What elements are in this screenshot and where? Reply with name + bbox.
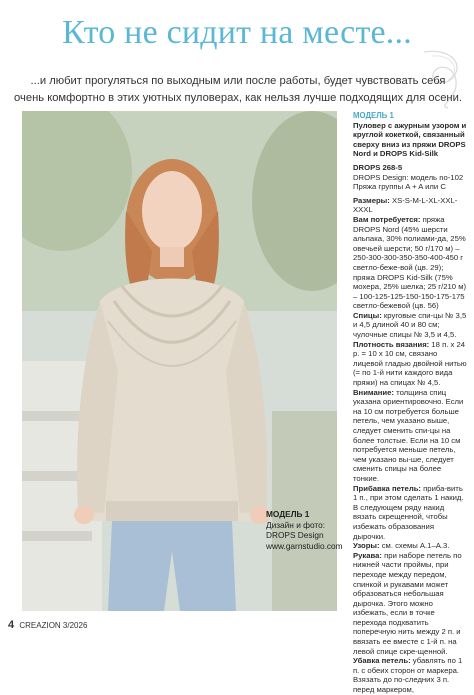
intro-line-2: очень комфортно в этих уютных пуловерах, как нельзя лучше подходящих для осени. <box>14 92 462 104</box>
pattern-sleeves: Рукава: при наборе петель по нижней части проймы, при переходе между передом, спинкой и рукавами может образоваться небольшая дырочка. Этого можно избежать, если в точке перехода подхватить поперечную нить между 2 п. и ввязать ее вместе с 1-й п. на левой спице скре-щенной. <box>353 550 462 656</box>
pattern-headline: Пуловер с ажурным узором и круглой кокеткой, связанный сверху вниз из пряжи DROPS Nord и DROPS Kid-Silk <box>353 120 467 159</box>
pattern-needles: Спицы: круговые спи-цы № 3,5 и 4,5 длиной 40 и 80 см; чулочные спицы № 3,5 и 4,5. <box>353 310 467 340</box>
page-title: Кто не сидит на месте... <box>62 14 412 51</box>
pattern-sizes: Размеры: XS-S-M-L-XL-XXL-XXXL <box>353 195 458 215</box>
intro-line-1: ...и любит прогуляться по выходным или после работы, будет чувствовать себя <box>30 75 446 87</box>
pattern-stitch-patterns: Узоры: см. схемы A.1–A.3. <box>353 541 450 551</box>
pattern-materials: Вам потребуется: пряжа DROPS Nord (45% шерсти альпака, 30% полиами-да, 25% овечьей шерсти; 50 г/170 м) – 250-300-300-350-350-400-450 г светло-беже-вой (цв. 29); пряжа DROPS Kid-Silk (75% мохера, 25% шелка; 25 г/210 м) – 100-125-125-150-150-175-175 светло-бежевой (цв. 56) <box>353 214 467 311</box>
caption-credit-label: Дизайн и фото: <box>266 519 326 530</box>
caption-model-label: МОДЕЛЬ 1 <box>266 509 310 519</box>
pattern-gauge: Плотность вязания: 18 п. x 24 р. = 10 x 10 см, связано лицевой гладью двойной нитью (= по 1-й нити каждого вида пряжи) на спицах № 4,5. <box>353 339 467 388</box>
page-number: 4 <box>8 619 15 631</box>
pattern-attention: Внимание: толщина спиц указана ориентировочно. Если на 10 см потребуется больше петель, чем указано выше, следует сменить спи-цы на более толстые. Если на 10 см потребуется меньше петель, чем указано вы-ше, следует сменить спицы на более тонкие. <box>353 387 464 483</box>
caption-credit-name: DROPS Design <box>266 530 324 540</box>
pattern-design-ref: DROPS Design: модель no-102 <box>353 172 464 182</box>
pattern-code: DROPS 268-5 <box>353 162 403 172</box>
intro-text <box>12 73 464 107</box>
pattern-decrease: Убавка петель: убавлять по 1 п. с обеих сторон от маркера. Взязать до по-следних 3 п. перед маркером, <box>353 656 463 695</box>
pattern-yarn-group: Пряжа группы A + A или C <box>353 182 446 192</box>
photo-caption <box>266 509 356 551</box>
pattern-instructions <box>353 111 467 695</box>
page-footer <box>8 619 87 631</box>
caption-url: www.garnstudio.com <box>266 540 343 551</box>
magazine-issue: CREAZION 3/2026 <box>19 621 88 630</box>
pattern-model-label: МОДЕЛЬ 1 <box>353 111 394 120</box>
pattern-increase: Прибавка петель: приба-вить 1 п., при этом сделать 1 накид. В следующем ряду накид вязать скрещенной, чтобы избежать образования дырочки. <box>353 483 464 541</box>
